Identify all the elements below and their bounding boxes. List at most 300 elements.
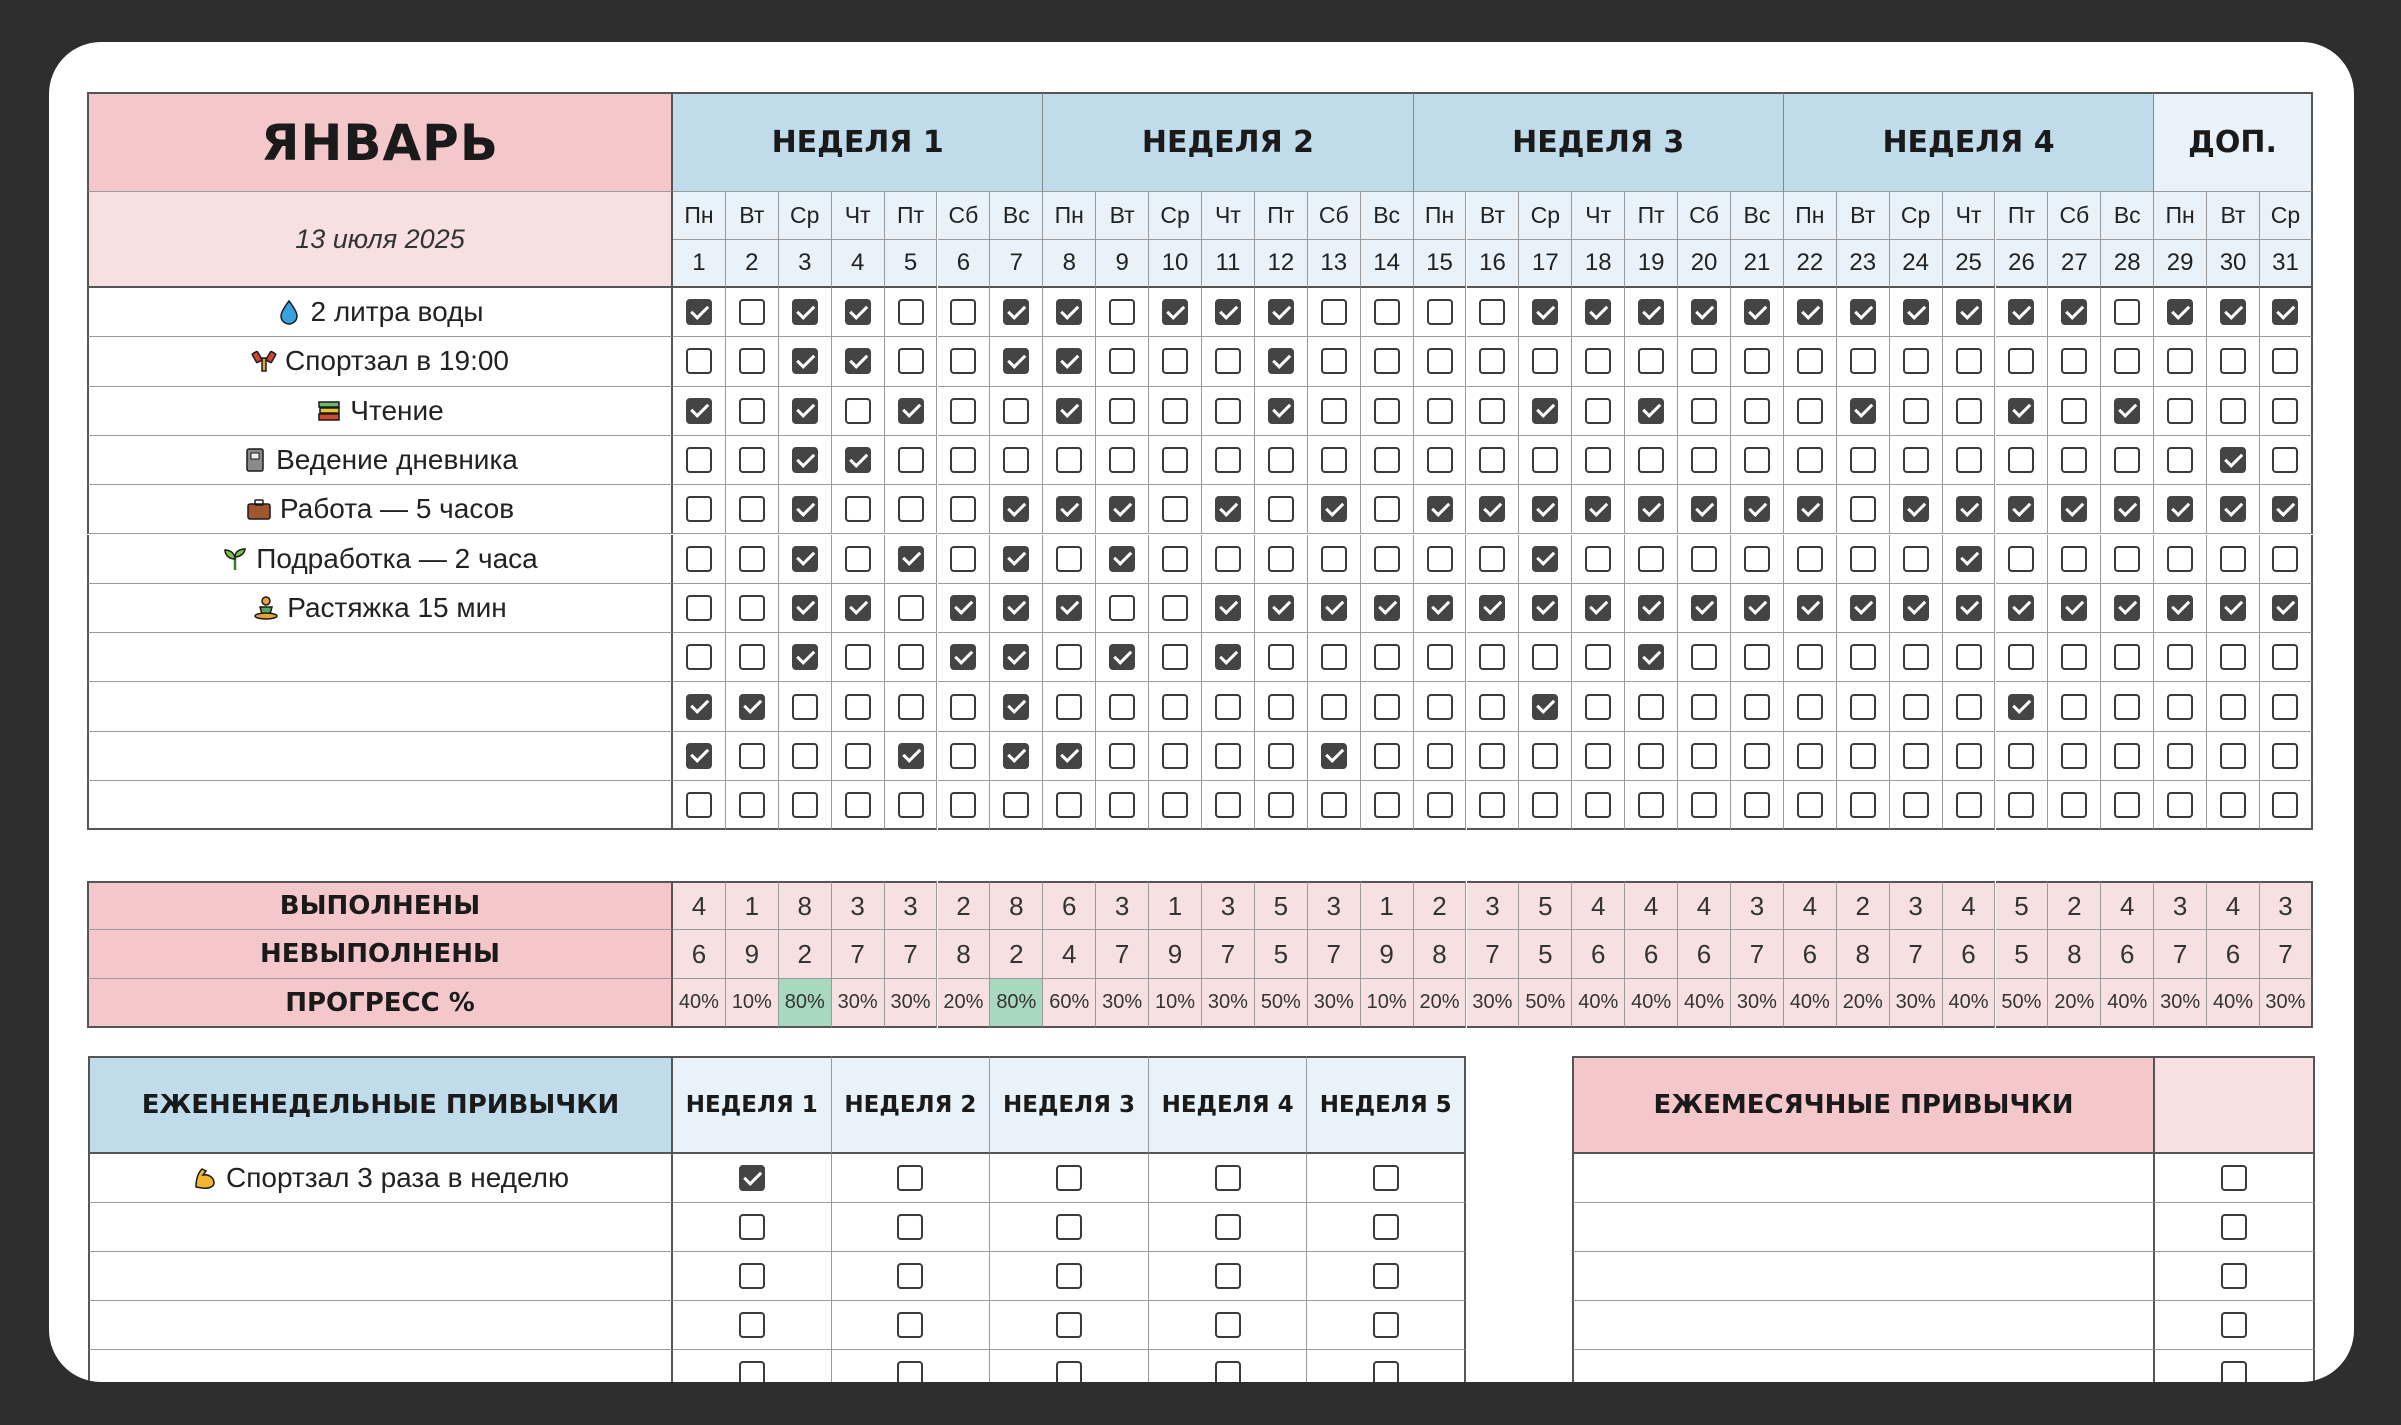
habit-checkbox[interactable] xyxy=(2061,496,2087,522)
habit-checkbox[interactable] xyxy=(1109,447,1135,473)
habit-checkbox[interactable] xyxy=(1321,595,1347,621)
habit-checkbox[interactable] xyxy=(950,792,976,818)
habit-checkbox[interactable] xyxy=(1850,743,1876,769)
habit-checkbox[interactable] xyxy=(1956,743,1982,769)
habit-checkbox[interactable] xyxy=(1427,644,1453,670)
habit-checkbox[interactable] xyxy=(1003,595,1029,621)
habit-checkbox[interactable] xyxy=(1321,299,1347,325)
weekly-habit-checkbox[interactable] xyxy=(1373,1214,1399,1240)
habit-name[interactable] xyxy=(87,633,673,682)
weekly-habit-checkbox[interactable] xyxy=(1373,1263,1399,1289)
habit-checkbox[interactable] xyxy=(1268,644,1294,670)
habit-checkbox[interactable] xyxy=(2220,546,2246,572)
habit-checkbox[interactable] xyxy=(2167,595,2193,621)
habit-checkbox[interactable] xyxy=(1056,743,1082,769)
habit-checkbox[interactable] xyxy=(1003,694,1029,720)
habit-checkbox[interactable] xyxy=(739,743,765,769)
habit-checkbox[interactable] xyxy=(1903,546,1929,572)
habit-checkbox[interactable] xyxy=(1162,398,1188,424)
habit-checkbox[interactable] xyxy=(1479,348,1505,374)
habit-checkbox[interactable] xyxy=(2114,694,2140,720)
monthly-habit-checkbox[interactable] xyxy=(2221,1361,2247,1382)
habit-checkbox[interactable] xyxy=(1797,496,1823,522)
habit-checkbox[interactable] xyxy=(1585,546,1611,572)
habit-checkbox[interactable] xyxy=(1109,694,1135,720)
habit-checkbox[interactable] xyxy=(1215,447,1241,473)
habit-checkbox[interactable] xyxy=(1638,644,1664,670)
habit-checkbox[interactable] xyxy=(1374,299,1400,325)
habit-checkbox[interactable] xyxy=(2061,447,2087,473)
habit-checkbox[interactable] xyxy=(1003,546,1029,572)
habit-checkbox[interactable] xyxy=(1056,546,1082,572)
habit-checkbox[interactable] xyxy=(1744,644,1770,670)
monthly-habit-name[interactable] xyxy=(1572,1350,2155,1382)
habit-checkbox[interactable] xyxy=(1797,447,1823,473)
habit-checkbox[interactable] xyxy=(1479,792,1505,818)
habit-checkbox[interactable] xyxy=(1479,398,1505,424)
habit-checkbox[interactable] xyxy=(1056,595,1082,621)
monthly-habit-checkbox[interactable] xyxy=(2221,1165,2247,1191)
weekly-habit-checkbox[interactable] xyxy=(739,1214,765,1240)
habit-checkbox[interactable] xyxy=(950,694,976,720)
habit-checkbox[interactable] xyxy=(1268,546,1294,572)
habit-checkbox[interactable] xyxy=(2272,546,2298,572)
habit-checkbox[interactable] xyxy=(2008,447,2034,473)
weekly-habit-checkbox[interactable] xyxy=(1373,1165,1399,1191)
weekly-habit-checkbox[interactable] xyxy=(739,1312,765,1338)
habit-checkbox[interactable] xyxy=(2167,792,2193,818)
habit-checkbox[interactable] xyxy=(1532,546,1558,572)
habit-checkbox[interactable] xyxy=(1638,743,1664,769)
habit-checkbox[interactable] xyxy=(792,792,818,818)
habit-checkbox[interactable] xyxy=(1585,299,1611,325)
habit-checkbox[interactable] xyxy=(2272,743,2298,769)
monthly-habit-checkbox[interactable] xyxy=(2221,1263,2247,1289)
weekly-habit-checkbox[interactable] xyxy=(1056,1165,1082,1191)
habit-checkbox[interactable] xyxy=(1162,644,1188,670)
habit-checkbox[interactable] xyxy=(1479,694,1505,720)
habit-checkbox[interactable] xyxy=(2220,694,2246,720)
weekly-habit-checkbox[interactable] xyxy=(897,1165,923,1191)
habit-checkbox[interactable] xyxy=(1479,595,1505,621)
weekly-habit-name[interactable] xyxy=(88,1301,673,1350)
habit-checkbox[interactable] xyxy=(1003,299,1029,325)
habit-checkbox[interactable] xyxy=(2167,447,2193,473)
habit-checkbox[interactable] xyxy=(1956,546,1982,572)
habit-checkbox[interactable] xyxy=(1903,595,1929,621)
habit-name[interactable] xyxy=(87,535,673,584)
habit-checkbox[interactable] xyxy=(1162,792,1188,818)
habit-checkbox[interactable] xyxy=(1532,299,1558,325)
habit-checkbox[interactable] xyxy=(1479,299,1505,325)
habit-checkbox[interactable] xyxy=(2167,299,2193,325)
habit-checkbox[interactable] xyxy=(686,447,712,473)
habit-checkbox[interactable] xyxy=(1427,743,1453,769)
habit-checkbox[interactable] xyxy=(792,398,818,424)
habit-checkbox[interactable] xyxy=(1691,348,1717,374)
habit-checkbox[interactable] xyxy=(845,743,871,769)
habit-checkbox[interactable] xyxy=(1215,546,1241,572)
habit-checkbox[interactable] xyxy=(739,694,765,720)
habit-checkbox[interactable] xyxy=(2061,595,2087,621)
habit-name[interactable] xyxy=(87,682,673,731)
habit-name[interactable] xyxy=(87,337,673,386)
habit-checkbox[interactable] xyxy=(1638,398,1664,424)
habit-checkbox[interactable] xyxy=(1162,743,1188,769)
habit-checkbox[interactable] xyxy=(2167,398,2193,424)
weekly-habit-name[interactable] xyxy=(88,1154,673,1203)
habit-checkbox[interactable] xyxy=(1585,792,1611,818)
habit-checkbox[interactable] xyxy=(1744,595,1770,621)
habit-checkbox[interactable] xyxy=(1162,447,1188,473)
habit-checkbox[interactable] xyxy=(2061,299,2087,325)
habit-checkbox[interactable] xyxy=(1903,644,1929,670)
habit-checkbox[interactable] xyxy=(1427,348,1453,374)
habit-checkbox[interactable] xyxy=(1427,447,1453,473)
habit-checkbox[interactable] xyxy=(898,398,924,424)
habit-checkbox[interactable] xyxy=(2220,496,2246,522)
weekly-habit-checkbox[interactable] xyxy=(897,1214,923,1240)
habit-checkbox[interactable] xyxy=(1956,792,1982,818)
habit-checkbox[interactable] xyxy=(2220,595,2246,621)
habit-checkbox[interactable] xyxy=(2061,743,2087,769)
habit-checkbox[interactable] xyxy=(686,595,712,621)
habit-checkbox[interactable] xyxy=(1744,743,1770,769)
habit-checkbox[interactable] xyxy=(1162,496,1188,522)
habit-checkbox[interactable] xyxy=(1374,694,1400,720)
habit-checkbox[interactable] xyxy=(1268,398,1294,424)
habit-checkbox[interactable] xyxy=(845,595,871,621)
habit-checkbox[interactable] xyxy=(1268,496,1294,522)
habit-checkbox[interactable] xyxy=(1109,348,1135,374)
habit-checkbox[interactable] xyxy=(1691,694,1717,720)
habit-checkbox[interactable] xyxy=(1215,348,1241,374)
habit-checkbox[interactable] xyxy=(2220,644,2246,670)
habit-checkbox[interactable] xyxy=(1374,792,1400,818)
habit-checkbox[interactable] xyxy=(686,792,712,818)
habit-checkbox[interactable] xyxy=(2272,792,2298,818)
habit-checkbox[interactable] xyxy=(1003,447,1029,473)
habit-checkbox[interactable] xyxy=(950,398,976,424)
habit-checkbox[interactable] xyxy=(1215,743,1241,769)
habit-checkbox[interactable] xyxy=(950,348,976,374)
weekly-habit-checkbox[interactable] xyxy=(897,1361,923,1382)
habit-checkbox[interactable] xyxy=(1850,792,1876,818)
habit-checkbox[interactable] xyxy=(1479,546,1505,572)
habit-checkbox[interactable] xyxy=(792,496,818,522)
habit-checkbox[interactable] xyxy=(1638,694,1664,720)
habit-checkbox[interactable] xyxy=(1797,595,1823,621)
habit-checkbox[interactable] xyxy=(1109,644,1135,670)
habit-checkbox[interactable] xyxy=(1268,447,1294,473)
habit-checkbox[interactable] xyxy=(792,447,818,473)
habit-checkbox[interactable] xyxy=(1003,496,1029,522)
habit-checkbox[interactable] xyxy=(1109,743,1135,769)
habit-checkbox[interactable] xyxy=(792,743,818,769)
habit-checkbox[interactable] xyxy=(1374,447,1400,473)
habit-checkbox[interactable] xyxy=(1744,546,1770,572)
habit-checkbox[interactable] xyxy=(2114,496,2140,522)
habit-checkbox[interactable] xyxy=(1903,496,1929,522)
habit-checkbox[interactable] xyxy=(1744,348,1770,374)
habit-checkbox[interactable] xyxy=(1162,595,1188,621)
habit-checkbox[interactable] xyxy=(2114,447,2140,473)
weekly-habit-checkbox[interactable] xyxy=(1215,1214,1241,1240)
habit-checkbox[interactable] xyxy=(898,644,924,670)
habit-name[interactable] xyxy=(87,387,673,436)
habit-checkbox[interactable] xyxy=(1850,398,1876,424)
habit-checkbox[interactable] xyxy=(1532,447,1558,473)
habit-checkbox[interactable] xyxy=(1109,792,1135,818)
habit-checkbox[interactable] xyxy=(1321,792,1347,818)
weekly-habit-checkbox[interactable] xyxy=(1056,1312,1082,1338)
habit-checkbox[interactable] xyxy=(1162,546,1188,572)
habit-checkbox[interactable] xyxy=(1056,792,1082,818)
habit-checkbox[interactable] xyxy=(2220,743,2246,769)
habit-checkbox[interactable] xyxy=(1374,644,1400,670)
habit-checkbox[interactable] xyxy=(1321,496,1347,522)
habit-checkbox[interactable] xyxy=(739,546,765,572)
habit-checkbox[interactable] xyxy=(2061,546,2087,572)
habit-checkbox[interactable] xyxy=(950,743,976,769)
habit-checkbox[interactable] xyxy=(1215,694,1241,720)
habit-checkbox[interactable] xyxy=(1215,299,1241,325)
habit-checkbox[interactable] xyxy=(1532,496,1558,522)
habit-checkbox[interactable] xyxy=(1797,644,1823,670)
habit-checkbox[interactable] xyxy=(1903,398,1929,424)
habit-checkbox[interactable] xyxy=(898,743,924,769)
habit-checkbox[interactable] xyxy=(1321,644,1347,670)
habit-checkbox[interactable] xyxy=(1638,447,1664,473)
habit-checkbox[interactable] xyxy=(1532,792,1558,818)
habit-checkbox[interactable] xyxy=(1850,644,1876,670)
habit-checkbox[interactable] xyxy=(2272,447,2298,473)
habit-checkbox[interactable] xyxy=(686,299,712,325)
habit-checkbox[interactable] xyxy=(792,546,818,572)
habit-checkbox[interactable] xyxy=(2114,299,2140,325)
habit-checkbox[interactable] xyxy=(1162,299,1188,325)
habit-checkbox[interactable] xyxy=(1479,447,1505,473)
habit-checkbox[interactable] xyxy=(1638,348,1664,374)
habit-checkbox[interactable] xyxy=(1956,694,1982,720)
habit-checkbox[interactable] xyxy=(1585,595,1611,621)
habit-checkbox[interactable] xyxy=(2272,694,2298,720)
habit-checkbox[interactable] xyxy=(898,447,924,473)
habit-checkbox[interactable] xyxy=(1427,546,1453,572)
habit-checkbox[interactable] xyxy=(1850,348,1876,374)
habit-checkbox[interactable] xyxy=(2114,348,2140,374)
monthly-habit-name[interactable] xyxy=(1572,1301,2155,1350)
habit-checkbox[interactable] xyxy=(1374,595,1400,621)
habit-checkbox[interactable] xyxy=(1003,398,1029,424)
habit-checkbox[interactable] xyxy=(1691,496,1717,522)
habit-checkbox[interactable] xyxy=(1903,447,1929,473)
habit-checkbox[interactable] xyxy=(1532,398,1558,424)
habit-checkbox[interactable] xyxy=(739,299,765,325)
habit-checkbox[interactable] xyxy=(1744,447,1770,473)
habit-checkbox[interactable] xyxy=(1797,792,1823,818)
habit-checkbox[interactable] xyxy=(1003,644,1029,670)
monthly-habit-checkbox[interactable] xyxy=(2221,1214,2247,1240)
habit-checkbox[interactable] xyxy=(739,644,765,670)
habit-checkbox[interactable] xyxy=(845,496,871,522)
habit-checkbox[interactable] xyxy=(2008,348,2034,374)
habit-checkbox[interactable] xyxy=(2114,398,2140,424)
habit-checkbox[interactable] xyxy=(1585,348,1611,374)
habit-checkbox[interactable] xyxy=(845,792,871,818)
habit-checkbox[interactable] xyxy=(1744,299,1770,325)
habit-checkbox[interactable] xyxy=(2220,447,2246,473)
habit-checkbox[interactable] xyxy=(1585,694,1611,720)
habit-checkbox[interactable] xyxy=(1850,447,1876,473)
habit-checkbox[interactable] xyxy=(1691,398,1717,424)
habit-checkbox[interactable] xyxy=(739,348,765,374)
habit-checkbox[interactable] xyxy=(2061,694,2087,720)
habit-checkbox[interactable] xyxy=(1956,299,1982,325)
habit-checkbox[interactable] xyxy=(898,496,924,522)
habit-checkbox[interactable] xyxy=(1903,348,1929,374)
habit-checkbox[interactable] xyxy=(2008,694,2034,720)
habit-checkbox[interactable] xyxy=(845,398,871,424)
habit-checkbox[interactable] xyxy=(898,694,924,720)
monthly-habit-name[interactable] xyxy=(1572,1154,2155,1203)
habit-checkbox[interactable] xyxy=(1427,694,1453,720)
habit-checkbox[interactable] xyxy=(1850,595,1876,621)
habit-checkbox[interactable] xyxy=(1479,644,1505,670)
habit-checkbox[interactable] xyxy=(898,299,924,325)
habit-checkbox[interactable] xyxy=(1585,398,1611,424)
weekly-habit-checkbox[interactable] xyxy=(1215,1263,1241,1289)
habit-checkbox[interactable] xyxy=(950,595,976,621)
habit-checkbox[interactable] xyxy=(1585,496,1611,522)
weekly-habit-checkbox[interactable] xyxy=(897,1263,923,1289)
habit-checkbox[interactable] xyxy=(2061,644,2087,670)
weekly-habit-checkbox[interactable] xyxy=(1056,1263,1082,1289)
habit-checkbox[interactable] xyxy=(1427,792,1453,818)
habit-checkbox[interactable] xyxy=(2272,299,2298,325)
habit-checkbox[interactable] xyxy=(1162,694,1188,720)
habit-checkbox[interactable] xyxy=(1744,694,1770,720)
habit-checkbox[interactable] xyxy=(1797,398,1823,424)
habit-checkbox[interactable] xyxy=(2008,644,2034,670)
weekly-habit-checkbox[interactable] xyxy=(1215,1165,1241,1191)
habit-checkbox[interactable] xyxy=(2167,348,2193,374)
habit-checkbox[interactable] xyxy=(2008,546,2034,572)
weekly-habit-checkbox[interactable] xyxy=(1215,1361,1241,1382)
habit-checkbox[interactable] xyxy=(1268,743,1294,769)
habit-checkbox[interactable] xyxy=(2008,496,2034,522)
habit-checkbox[interactable] xyxy=(2008,743,2034,769)
habit-checkbox[interactable] xyxy=(686,348,712,374)
habit-checkbox[interactable] xyxy=(1638,496,1664,522)
habit-checkbox[interactable] xyxy=(1321,447,1347,473)
habit-checkbox[interactable] xyxy=(1003,743,1029,769)
habit-checkbox[interactable] xyxy=(1109,496,1135,522)
habit-checkbox[interactable] xyxy=(845,299,871,325)
habit-checkbox[interactable] xyxy=(1956,496,1982,522)
habit-checkbox[interactable] xyxy=(2114,792,2140,818)
habit-checkbox[interactable] xyxy=(950,447,976,473)
monthly-habit-name[interactable] xyxy=(1572,1252,2155,1301)
habit-checkbox[interactable] xyxy=(1321,694,1347,720)
habit-checkbox[interactable] xyxy=(1691,546,1717,572)
habit-checkbox[interactable] xyxy=(1427,595,1453,621)
habit-checkbox[interactable] xyxy=(792,348,818,374)
habit-checkbox[interactable] xyxy=(1744,398,1770,424)
habit-checkbox[interactable] xyxy=(2272,398,2298,424)
habit-checkbox[interactable] xyxy=(1691,743,1717,769)
habit-checkbox[interactable] xyxy=(2114,546,2140,572)
habit-checkbox[interactable] xyxy=(2061,398,2087,424)
habit-checkbox[interactable] xyxy=(686,496,712,522)
habit-checkbox[interactable] xyxy=(1215,595,1241,621)
habit-checkbox[interactable] xyxy=(1374,743,1400,769)
habit-checkbox[interactable] xyxy=(1532,743,1558,769)
habit-checkbox[interactable] xyxy=(2167,496,2193,522)
habit-checkbox[interactable] xyxy=(1003,792,1029,818)
habit-checkbox[interactable] xyxy=(1215,792,1241,818)
habit-checkbox[interactable] xyxy=(1797,299,1823,325)
habit-checkbox[interactable] xyxy=(686,546,712,572)
habit-checkbox[interactable] xyxy=(2272,595,2298,621)
habit-checkbox[interactable] xyxy=(1956,348,1982,374)
habit-checkbox[interactable] xyxy=(845,546,871,572)
monthly-habit-name[interactable] xyxy=(1572,1203,2155,1252)
habit-checkbox[interactable] xyxy=(2114,644,2140,670)
weekly-habit-checkbox[interactable] xyxy=(739,1361,765,1382)
weekly-habit-checkbox[interactable] xyxy=(1056,1214,1082,1240)
habit-checkbox[interactable] xyxy=(1056,348,1082,374)
habit-checkbox[interactable] xyxy=(1797,743,1823,769)
habit-checkbox[interactable] xyxy=(1162,348,1188,374)
habit-name[interactable] xyxy=(87,288,673,337)
habit-checkbox[interactable] xyxy=(950,496,976,522)
habit-checkbox[interactable] xyxy=(1109,299,1135,325)
weekly-habit-name[interactable] xyxy=(88,1203,673,1252)
habit-checkbox[interactable] xyxy=(2008,299,2034,325)
habit-checkbox[interactable] xyxy=(1003,348,1029,374)
habit-checkbox[interactable] xyxy=(1585,447,1611,473)
habit-checkbox[interactable] xyxy=(792,694,818,720)
habit-checkbox[interactable] xyxy=(739,792,765,818)
habit-checkbox[interactable] xyxy=(845,348,871,374)
habit-checkbox[interactable] xyxy=(739,595,765,621)
habit-checkbox[interactable] xyxy=(1374,546,1400,572)
habit-name[interactable] xyxy=(87,781,673,830)
habit-checkbox[interactable] xyxy=(1850,546,1876,572)
habit-checkbox[interactable] xyxy=(1691,644,1717,670)
habit-checkbox[interactable] xyxy=(1268,299,1294,325)
weekly-habit-checkbox[interactable] xyxy=(1056,1361,1082,1382)
habit-checkbox[interactable] xyxy=(1532,644,1558,670)
habit-checkbox[interactable] xyxy=(1691,595,1717,621)
habit-checkbox[interactable] xyxy=(1056,694,1082,720)
habit-checkbox[interactable] xyxy=(1427,299,1453,325)
habit-checkbox[interactable] xyxy=(845,694,871,720)
habit-checkbox[interactable] xyxy=(1374,398,1400,424)
habit-name[interactable] xyxy=(87,436,673,485)
habit-checkbox[interactable] xyxy=(1744,792,1770,818)
habit-checkbox[interactable] xyxy=(792,644,818,670)
habit-checkbox[interactable] xyxy=(1109,595,1135,621)
weekly-habit-name[interactable] xyxy=(88,1350,673,1382)
habit-checkbox[interactable] xyxy=(950,644,976,670)
habit-checkbox[interactable] xyxy=(1850,694,1876,720)
habit-checkbox[interactable] xyxy=(1056,447,1082,473)
habit-checkbox[interactable] xyxy=(898,348,924,374)
habit-checkbox[interactable] xyxy=(1427,496,1453,522)
habit-checkbox[interactable] xyxy=(1797,348,1823,374)
